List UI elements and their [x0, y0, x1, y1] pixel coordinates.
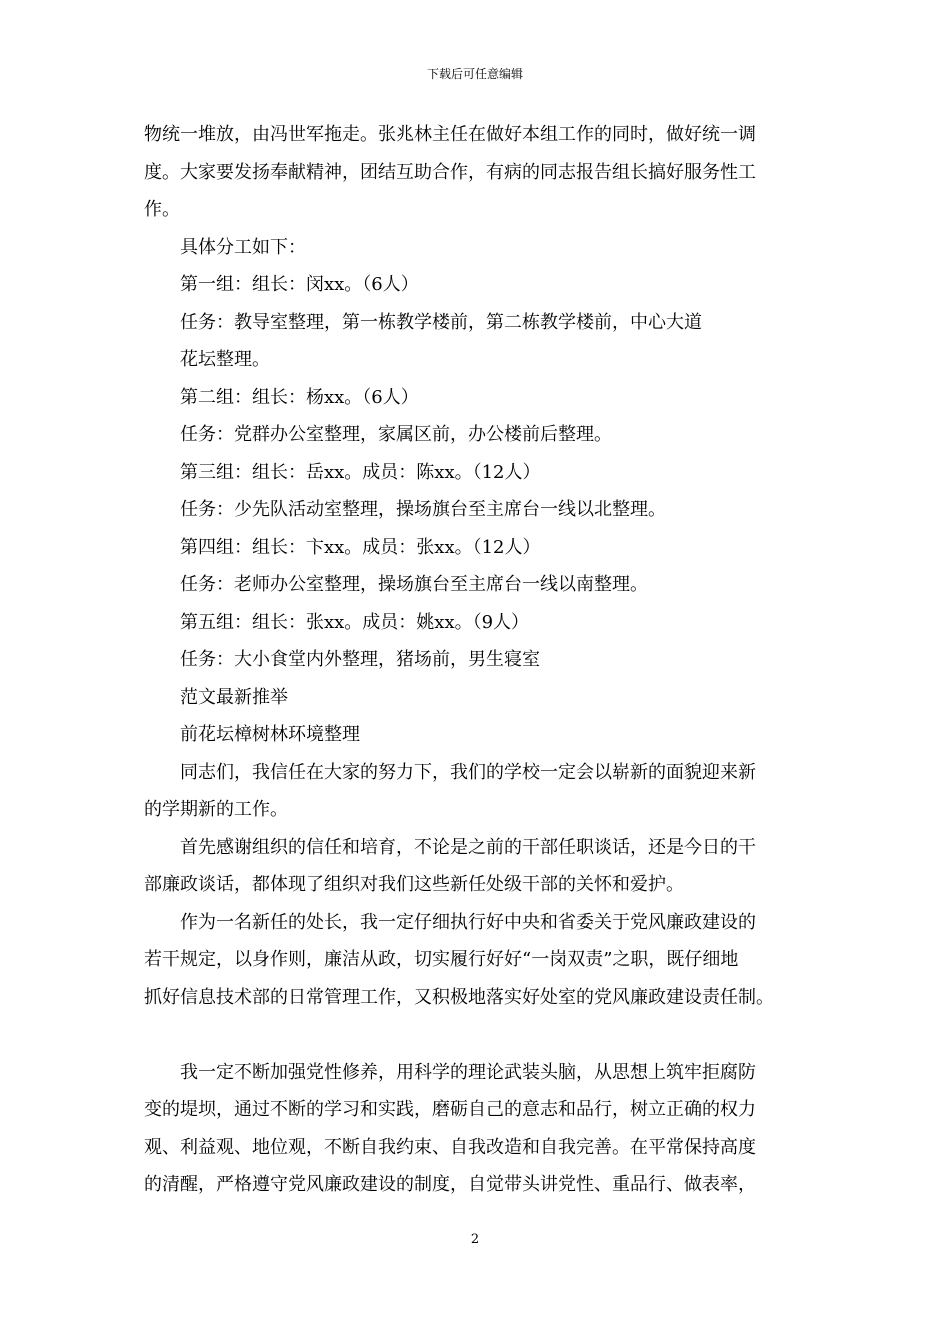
text-line: 的学期新的工作。	[144, 799, 288, 820]
text-line: 抓好信息技术部的日常管理工作，又积极地落实好处室的党风廉政建设责任制。	[144, 986, 774, 1008]
text-line: 若干规定，以身作则，廉洁从政，切实履行好好“一岗双责”之职，既仔细地	[144, 949, 739, 970]
text-line: 首先感谢组织的信任和培育，不论是之前的干部任职谈话，还是今日的干	[180, 836, 756, 858]
text-line: 观、利益观、地位观，不断自我约束、自我改造和自我完善。在平常保持高度	[144, 1136, 756, 1158]
text-line: 任务：大小食堂内外整理，猪场前，男生寝室	[180, 649, 540, 670]
text-line: 第四组：组长：卞xx。成员：张xx。（12人）	[180, 536, 541, 558]
text-line: 具体分工如下：	[180, 236, 306, 258]
text-line: 物统一堆放，由冯世军拖走。张兆林主任在做好本组工作的同时，做好统一调	[144, 124, 756, 145]
text-line: 第五组：组长：张xx。成员：姚xx。（9人）	[180, 611, 530, 633]
text-line: 花坛整理。	[180, 349, 270, 370]
text-line: 任务：老师办公室整理，操场旗台至主席台一线以南整理。	[180, 574, 648, 595]
text-line: 第二组：组长：杨xx。（6人）	[180, 386, 419, 408]
page-header: 下载后可任意编辑	[426, 67, 523, 81]
text-line: 范文最新推举	[180, 686, 288, 708]
text-line: 前花坛樟树林环境整理	[180, 724, 360, 745]
text-line: 作。	[144, 199, 180, 220]
text-line: 部廉政谈话，都体现了组织对我们这些新任处级干部的关怀和爱护。	[144, 874, 684, 895]
text-line: 第三组：组长：岳xx。成员：陈xx。（12人）	[180, 461, 541, 483]
text-line: 的清醒，严格遵守党风廉政建设的制度，自觉带头讲党性、重品行、做表率，	[144, 1174, 756, 1195]
text-line: 任务：教导室整理，第一栋教学楼前，第二栋教学楼前，中心大道	[180, 311, 702, 333]
blank-line	[144, 1016, 824, 1054]
text-line: 同志们，我信任在大家的努力下，我们的学校一定会以崭新的面貌迎来新	[180, 761, 756, 783]
text-line: 我一定不断加强党性修养，用科学的理论武装头脑，从思想上筑牢拒腐防	[180, 1061, 756, 1083]
text-line: 度。大家要发扬奉献精神，团结互助合作，有病的同志报告组长搞好服务性工	[144, 161, 756, 183]
page-number: 2	[470, 1232, 480, 1247]
text-line: 作为一名新任的处长，我一定仔细执行好中央和省委关于党风廉政建设的	[180, 911, 756, 933]
text-line: 任务：少先队活动室整理，操场旗台至主席台一线以北整理。	[180, 499, 666, 520]
document-body	[144, 116, 824, 1204]
text-line: 第一组：组长：闵xx。（6人）	[180, 274, 419, 295]
text-line: 任务：党群办公室整理，家属区前，办公楼前后整理。	[180, 424, 612, 445]
text-line: 变的堤坝，通过不断的学习和实践，磨砺自己的意志和品行，树立正确的权力	[144, 1099, 756, 1120]
